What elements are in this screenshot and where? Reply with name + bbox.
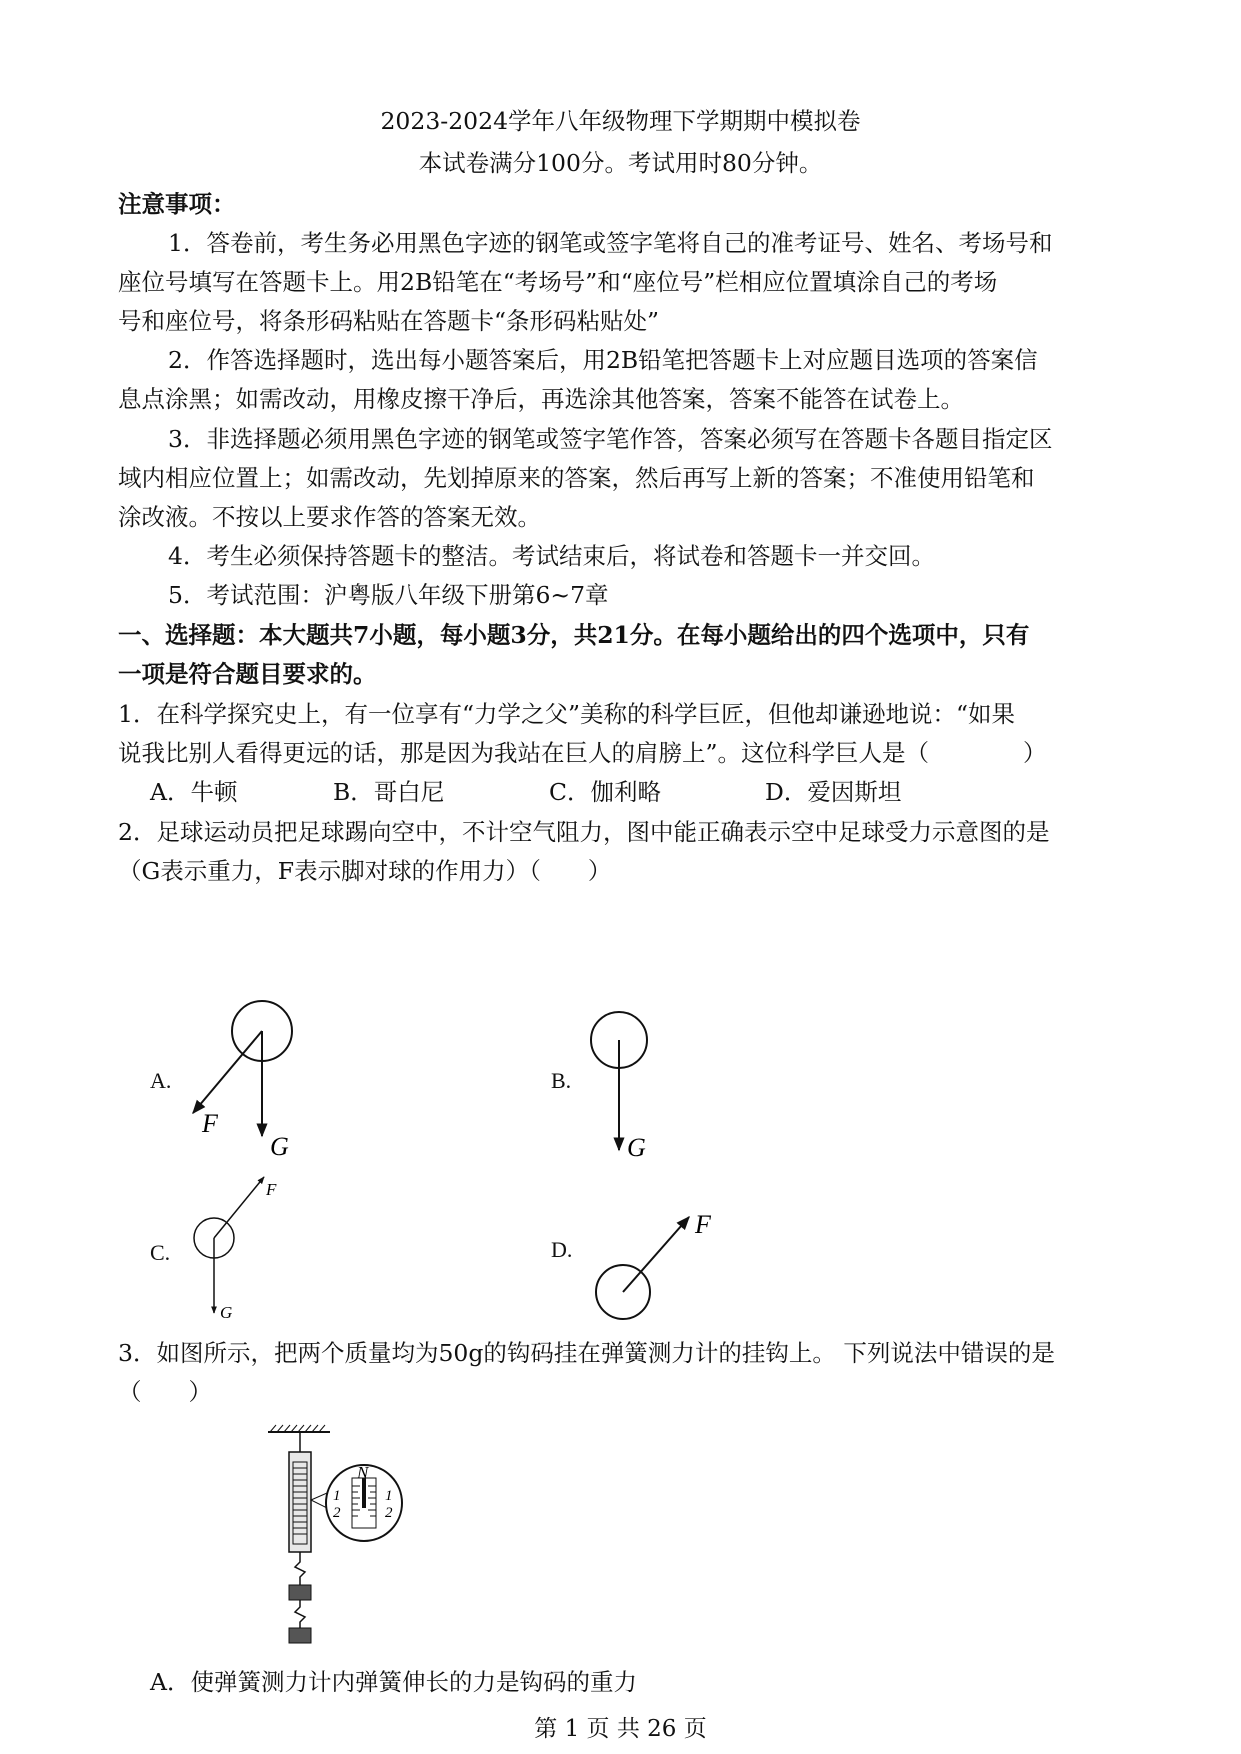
label-f: F: [266, 1180, 277, 1199]
notes-line: 1．答卷前，考生务必用黑色字迹的钢笔或签字笔将自己的准考证号、姓名、考场号和: [168, 229, 1053, 257]
question-1-text: 1．在科学探究史上，有一位享有“力学之父”美称的科学巨匠，但他却谦逊地说：“如果: [118, 700, 1015, 728]
label-g: G: [220, 1303, 233, 1322]
notes-line: 5．考试范围：沪粤版八年级下册第6~7章: [168, 581, 609, 609]
exam-title: 2023-2024学年八年级物理下学期期中模拟卷: [380, 107, 861, 135]
scale-label-2: 2: [333, 1505, 341, 1521]
page-number: 第 1 页 共 26 页: [534, 1716, 707, 1742]
weight-2: [289, 1628, 311, 1643]
notes-line: 涂改液。不按以上要求作答的答案无效。: [118, 503, 541, 531]
spring-scale-body: [289, 1452, 311, 1552]
q3-option-a: A．使弹簧测力计内弹簧伸长的力是钩码的重力: [150, 1668, 637, 1696]
weight-1: [289, 1585, 311, 1600]
notes-line: 4．考生必须保持答题卡的整洁。考试结束后，将试卷和答题卡一并交回。: [168, 542, 935, 570]
question-3-text: 3．如图所示，把两个质量均为50g的钩码挂在弹簧测力计的挂钩上。 下列说法中错误的是: [118, 1339, 1055, 1367]
scale-label-1: 1: [333, 1488, 341, 1504]
notes-line: 座位号填写在答题卡上。用2B铅笔在“考场号”和“座位号”栏相应位置填涂自己的考场: [118, 268, 998, 296]
q2-option-c-letter: C.: [150, 1240, 171, 1265]
notes-line: 3．非选择题必须用黑色字迹的钢笔或签字笔作答，答案必须写在答题卡各题目指定区: [168, 425, 1053, 453]
q1-option-c: C．伽利略: [549, 778, 661, 806]
question-2-text: 2．足球运动员把足球踢向空中，不计空气阻力，图中能正确表示空中足球受力示意图的是: [118, 818, 1050, 846]
question-1-text: 说我比别人看得更远的话，那是因为我站在巨人的肩膀上”。这位科学巨人是（ ）: [118, 739, 1047, 767]
scale-label-1: 1: [385, 1488, 393, 1504]
label-g: G: [270, 1132, 289, 1161]
q1-option-d: D．爱因斯坦: [765, 778, 902, 806]
label-g: G: [627, 1133, 646, 1162]
scale-label-2: 2: [385, 1505, 393, 1521]
notes-line: 2．作答选择题时，选出每小题答案后，用2B铅笔把答题卡上对应题目选项的答案信: [168, 346, 1038, 374]
q2-option-d-letter: D.: [551, 1237, 573, 1262]
q2-option-b-letter: B.: [551, 1068, 572, 1093]
notes-line: 息点涂黑；如需改动，用橡皮擦干净后，再选涂其他答案，答案不能答在试卷上。: [118, 385, 964, 413]
unit-label: N: [357, 1463, 369, 1482]
q1-option-b: B．哥白尼: [333, 778, 445, 806]
label-f: F: [695, 1210, 711, 1239]
notes-line: 域内相应位置上；如需改动，先划掉原来的答案，然后再写上新的答案；不准使用铅笔和: [118, 464, 1035, 492]
notes-heading: 注意事项：: [118, 190, 236, 218]
section-heading: 一项是符合题目要求的。: [118, 660, 377, 688]
q1-option-a: A．牛顿: [150, 778, 238, 806]
question-2-text: （G表示重力，F表示脚对球的作用力）（ ）: [118, 857, 612, 885]
exam-subtitle: 本试卷满分100分。考试用时80分钟。: [418, 149, 823, 177]
question-3-text: （ ）: [118, 1378, 212, 1406]
label-f: F: [202, 1109, 218, 1138]
q2-option-a-letter: A.: [150, 1068, 172, 1093]
notes-line: 号和座位号，将条形码粘贴在答题卡“条形码粘贴处”: [118, 307, 660, 335]
section-heading: 一、选择题：本大题共7小题，每小题3分，共21分。在每小题给出的四个选项中，只有: [118, 621, 1030, 649]
